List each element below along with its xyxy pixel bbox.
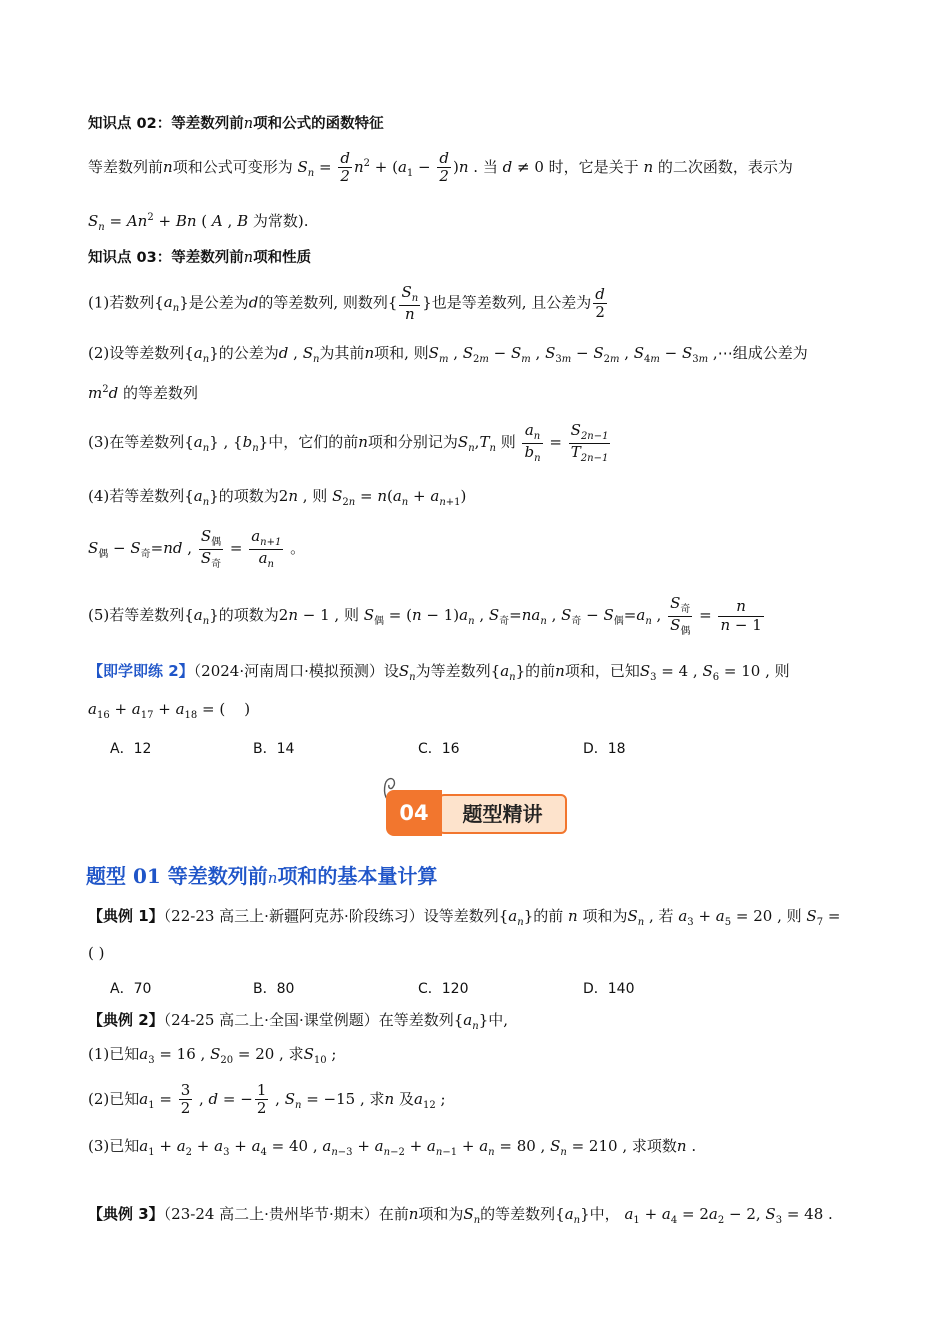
practice-question: 【即学即练 2】（2024·河南周口·模拟预测）设$S_n$为等差数列$\{a_n\}$的前n项和，已知$S_3 = 4$ , $S_6 = 10$ , 则: [88, 662, 790, 683]
practice-option-c[interactable]: C．16: [418, 741, 460, 757]
type01-heading: 题型 01 等差数列前n项和的基本量计算: [86, 864, 438, 888]
example2-q2: (2)已知$a_1$ = $\frac{3}{2}$ , d = − $\frac{1}{2}$ , $S_n = -15$ , 求n 及$a_{12}$ ;: [88, 1081, 446, 1118]
practice-option-a[interactable]: A．12: [110, 741, 152, 757]
section-badge-number: 04: [386, 790, 442, 836]
practice-option-b[interactable]: B．14: [253, 741, 295, 757]
example2-q1: (1)已知$a_3 = 16$ , $S_{20} = 20$ , 求$S_{10}$ ;: [88, 1045, 337, 1066]
kp03-prop5: (5)若等差数列$\{a_n\}$的项数为2n − 1 , 则 $S_偶 = (n - 1)a_n$ , $S_奇=na_n$ , $S_奇 - S_偶=a_n$ , $\frac{S_奇}{S_偶}$ = $\frac{n}{n - 1}$: [88, 594, 762, 637]
example1-paren: ( ): [88, 944, 105, 962]
example1-option-b[interactable]: B．80: [253, 981, 295, 997]
kp03-prop4: (4)若等差数列$\{a_n\}$的项数为2n , 则 $S_{2n} = n(a_n + a_{n+1})$: [88, 487, 467, 508]
kp02-heading: 知识点 02：等差数列前n项和公式的函数特征: [88, 116, 384, 132]
kp03-prop3: (3)在等差数列$\{a_n\}$ , $\{b_n\}$中，它们的前n项和分别记为$S_n,T_n$ 则 $\frac{a_n}{b_n}$ = $\frac{S_{2n-1}}{T_{2n-1}}$: [88, 421, 609, 464]
example1-question: 【典例 1】（22-23 高三上·新疆阿克苏·阶段练习）设等差数列$\{a_n\}$的前 n 项和为$S_n$ , 若 $a_3 + a_5 = 20$ , 则 $S_7$ =: [88, 907, 841, 928]
practice-question-cont: $a_{16} + a_{17} + a_{18}$ = ( ): [88, 700, 251, 721]
kp03-prop4-cont: $S_偶 - S_奇=nd$ , $\frac{S_偶}{S_奇}$ = $\frac{a_{n+1}}{a_n}$ 。: [88, 527, 306, 570]
kp03-heading: 知识点 03：等差数列前n项和性质: [88, 250, 312, 266]
example1-option-a[interactable]: A．70: [110, 981, 152, 997]
example1-option-d[interactable]: D．140: [583, 981, 635, 997]
practice-option-d[interactable]: D．18: [583, 741, 626, 757]
section-badge: [386, 790, 567, 836]
example3-question: 【典例 3】（23-24 高二上·贵州毕节·期末）在前n项和为$S_n$的等差数列$\{a_n\}$中， $a_1 + a_4 = 2a_2 - 2$, $S_3 = 48$ .: [88, 1205, 833, 1226]
kp02-line1: 等差数列前n项和公式可变形为 $S_n$ = $\frac{d}{2}$ $n^2 + (a_1$ − $\frac{d}{2}$ )n . 当 d ≠ 0 时，它是关于 n 的二次函数，表示为: [88, 149, 793, 186]
kp02-line2: $S_n = An^2 + Bn$ ( A , B 为常数).: [88, 212, 309, 233]
kp03-prop2-cont: $m^2d$ 的等差数列: [88, 384, 199, 402]
example1-option-c[interactable]: C．120: [418, 981, 469, 997]
section-badge-label: 题型精讲: [438, 794, 567, 834]
example2-q3: (3)已知$a_1 + a_2 + a_3 + a_4 = 40$ , $a_{n-3} + a_{n-2} + a_{n-1} + a_n = 80$ , $S_n = 210$ , 求项数n .: [88, 1137, 697, 1158]
kp03-prop1: (1)若数列$\{a_n\}$是公差为d的等差数列, 则数列{ $\frac{S_n}{n}$ }也是等差数列, 且公差为 $\frac{d}{2}$: [88, 283, 605, 323]
kp03-prop2: (2)设等差数列$\{a_n\}$的公差为d , $S_n$为其前n项和, 则$S_m$ , $S_{2m} - S_m$ , $S_{3m} - S_{2m}$ , $S_{4m} - S_{3m}$ ,⋯组成公差为: [88, 344, 808, 365]
example2-question: 【典例 2】（24-25 高二上·全国·课堂例题）在等差数列$\{a_n\}$中,: [88, 1011, 509, 1032]
